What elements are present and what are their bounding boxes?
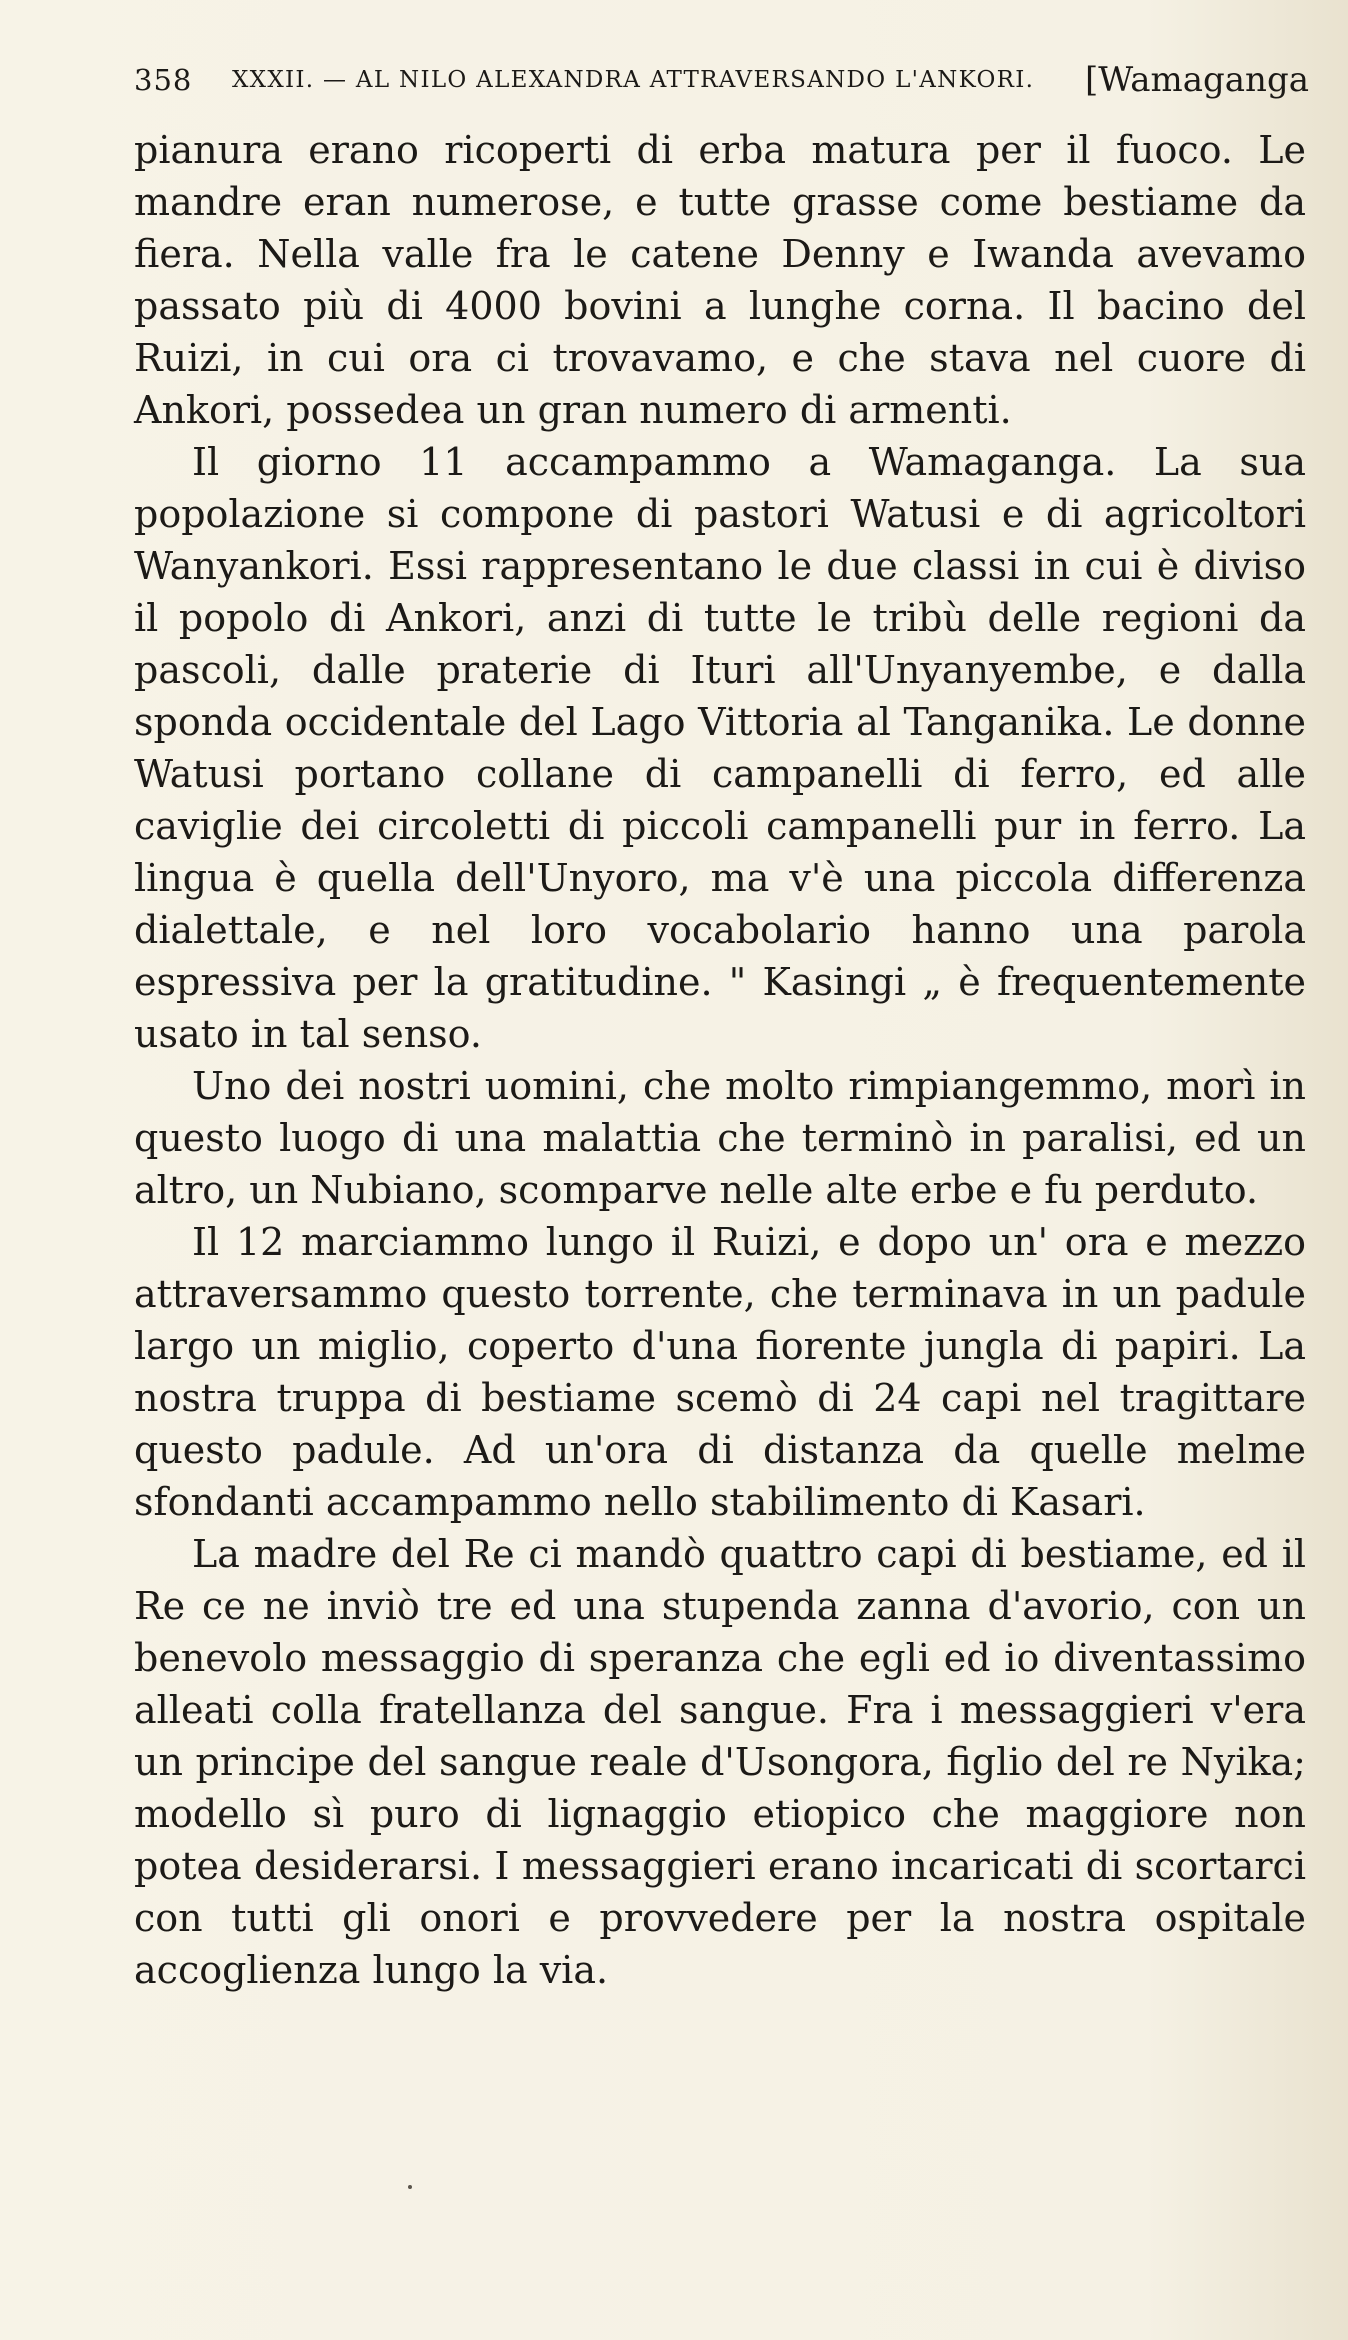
page-header: [134, 50, 1309, 110]
paragraph-3: Uno dei nostri uomini, che molto rimpiangemmo, morì in questo luogo di una malattia che terminò in paralisi, ed un altro, un Nubiano, scomparve nelle alte erbe e fu perduto.: [134, 1064, 1306, 1212]
paragraph-5: La madre del Re ci mandò quattro capi di bestiame, ed il Re ce ne inviò tre ed una stupenda zanna d'avorio, con un benevolo messaggio di speranza che egli ed io diventassimo alleati colla fratellanza del sangue. Fra i messaggieri v'era un principe del sangue reale d'Usongora, figlio del re Nyika; modello sì puro di lignaggio etiopico che maggiore non potea desiderarsi. I messaggieri erano incaricati di scortarci con tutti gli onori e provvedere per la nostra ospitale accoglienza lungo la via.: [134, 1532, 1306, 1992]
paragraph-2: Il giorno 11 accampammo a Wamaganga. La sua popolazione si compone di pastori Watusi e di agricoltori Wanyankori. Essi rappresentano le due classi in cui è diviso il popolo di Ankori, anzi di tutte le tribù delle regioni da pascoli, dalle praterie di Ituri all'Unyanyembe, e dalla sponda occidentale del Lago Vittoria al Tanganika. Le donne Watusi portano collane di campanelli di ferro, ed alle caviglie dei circoletti di piccoli campanelli pur in ferro. La lingua è quella dell'Unyoro, ma v'è una piccola differenza dialettale, e nel loro vocabolario hanno una parola espressiva per la gratitudine. " Kasingi „ è frequentemente usato in tal senso.: [134, 440, 1306, 1056]
paper-speck: [408, 2185, 412, 2189]
paragraph-4: Il 12 marciammo lungo il Ruizi, e dopo un' ora e mezzo attraversammo questo torrente, che terminava in un padule largo un miglio, coperto d'una fiorente jungla di papiri. La nostra truppa di bestiame scemò di 24 capi nel tragittare questo padule. Ad un'ora di distanza da quelle melme sfondanti accampammo nello stabilimento di Kasari.: [134, 1220, 1306, 1524]
page-tag: [Wamaganga: [1084, 60, 1309, 100]
running-head: XXXII. — AL NILO ALEXANDRA ATTRAVERSANDO L'ANKORI.: [232, 67, 1035, 93]
page-number: 358: [134, 63, 193, 97]
body-text: [134, 124, 1306, 1996]
paragraph-1: pianura erano ricoperti di erba matura per il fuoco. Le mandre eran numerose, e tutte grasse come bestiame da fiera. Nella valle fra le catene Denny e Iwanda avevamo passato più di 4000 bovini a lunghe corna. Il bacino del Ruizi, in cui ora ci trovavamo, e che stava nel cuore di Ankori, possedea un gran numero di armenti.: [134, 128, 1306, 432]
